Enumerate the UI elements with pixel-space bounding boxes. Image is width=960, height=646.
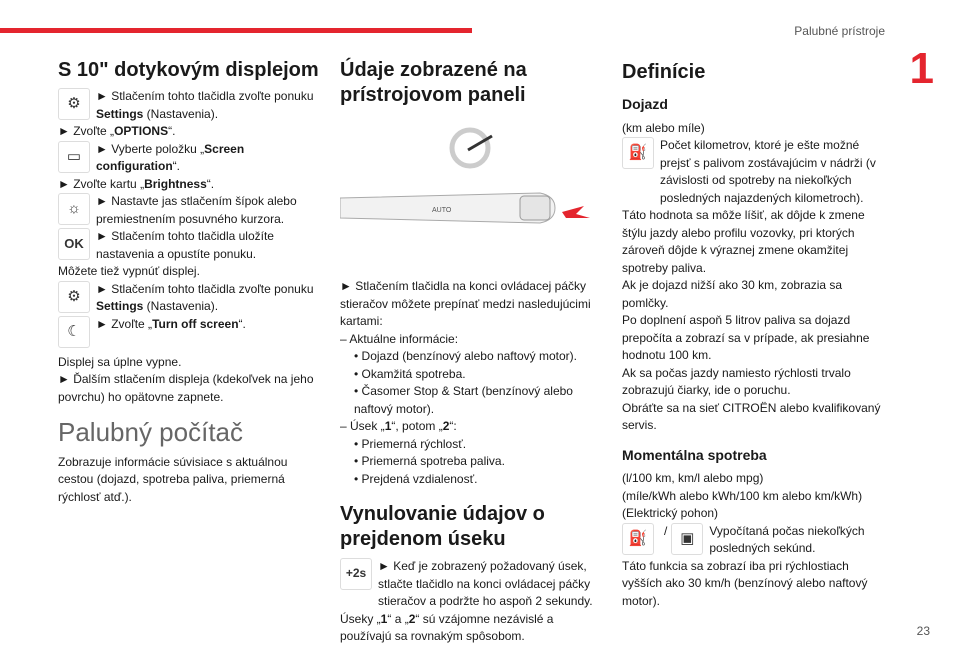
dim-brightness-icon: ☼: [58, 193, 90, 225]
text-cons-unit-2: (míle/kWh alebo kWh/100 km alebo km/kWh): [622, 488, 863, 503]
hold-2s-icon: +2s: [340, 558, 372, 590]
step-screen-config: ▭ ► Vyberte položku „Screen configuration“.: [58, 141, 326, 176]
step-options: ► Zvoľte „OPTIONS“.: [58, 124, 176, 138]
column-3: [622, 58, 890, 610]
text-trip-computer: Zobrazuje informácie súvisiace s aktuálnou cestou (dojazd, spotreba paliva, priemerná rýchlosť atď.).: [58, 454, 288, 504]
text-cons-electric: (Elektrický pohon): [622, 506, 719, 520]
battery-consumption-icon: ▣: [671, 523, 703, 555]
text-current-info: – Aktuálne informácie:: [340, 331, 459, 346]
ok-icon: OK: [58, 228, 90, 260]
wiper-stalk-illustration: [340, 118, 600, 268]
gear-icon: ⚙: [58, 281, 90, 313]
consumption-definition: ⛽ / ▣ Vypočítaná počas niekoľkých posledných sekúnd.: [622, 523, 890, 558]
text-range-fault: Ak sa počas jazdy namiesto rýchlosti trvalo zobrazujú čiarky, ide o poruchu.: [622, 365, 851, 397]
bullet-avg-speed: • Priemerná rýchlosť.: [354, 436, 467, 451]
section-title-trip-computer: Palubný počítač: [58, 417, 244, 447]
fuel-pump-icon: ⛽: [622, 137, 654, 169]
slash-separator: /: [664, 523, 668, 538]
section-title-display: Údaje zobrazené na prístrojovom paneli: [340, 59, 527, 106]
text-range-refuel: Po doplnení aspoň 5 litrov paliva sa dojazd prepočíta a zobrazí sa v prípade, ak presiahne hodnotu 100 km.: [622, 313, 870, 362]
bullet-instant: • Okamžitá spotreba.: [354, 366, 466, 381]
text-range-unit: (km alebo míle): [622, 120, 705, 135]
gear-icon: ⚙: [58, 88, 90, 120]
wiper-stalk-drawing: [340, 118, 600, 268]
text-range-service: Obráťte sa na sieť CITROËN alebo kvalifikovaný servis.: [622, 400, 881, 432]
chapter-number: 1: [909, 44, 934, 93]
top-red-bar: [0, 28, 472, 33]
column-2: [340, 58, 600, 646]
running-header: Palubné prístroje: [794, 24, 885, 38]
step-settings: ⚙ ► Stlačením tohto tlačidla zvoľte ponuku Settings (Nastavenia).: [58, 88, 326, 123]
step-adjust: ☼ ► Nastavte jas stlačením šípok alebo premiestnením posuvného kurzora.: [58, 193, 326, 228]
screen-brightness-icon: ▭: [58, 141, 90, 173]
text-turn-off-intro: Môžete tiež vypnúť displej.: [58, 264, 200, 278]
step-settings-2: ⚙ ► Stlačením tohto tlačidla zvoľte ponuku Settings (Nastavenia).: [58, 281, 326, 316]
text-cons-speed: Táto funkcia sa zobrazí iba pri rýchlostiach vyšších ako 30 km/h (benzínový alebo naftový motor).: [622, 558, 868, 608]
subtitle-range: Dojazd: [622, 96, 668, 112]
bullet-distance: • Prejdená vzdialenosť.: [354, 471, 478, 486]
text-stalk: ► Stlačením tlačidla na konci ovládacej páčky stieračov môžete prepínať medzi nasledujúcimi kartami:: [340, 279, 591, 328]
bullet-avg-consumption: • Priemerná spotreba paliva.: [354, 454, 505, 468]
section-title-reset: Vynulovanie údajov o prejdenom úseku: [340, 503, 545, 550]
red-arrow-icon: [562, 206, 590, 218]
bullet-range: • Dojazd (benzínový alebo naftový motor).: [354, 349, 577, 363]
section-title-definitions: Definície: [622, 61, 706, 83]
range-definition: ⛽ Počet kilometrov, ktoré je ešte možné prejsť s palivom zostávajúcim v nádrži (v závislosti od spotreby na niekoľkých posledných najazdených kilometroch).: [622, 137, 890, 207]
bullet-stopstart: • Časomer Stop & Start (benzínový alebo naftový motor).: [354, 384, 573, 416]
step-turn-off: ☾ ► Zvoľte „Turn off screen“.: [58, 316, 326, 348]
section-title-touchscreen: S 10" dotykovým displejom: [58, 59, 319, 81]
text-cons-unit-1: (l/100 km, km/l alebo mpg): [622, 471, 764, 485]
step-brightness: ► Zvoľte kartu „Brightness“.: [58, 176, 215, 191]
text-screen-off: Displej sa úplne vypne.: [58, 354, 182, 369]
step-reset: +2s ► Keď je zobrazený požadovaný úsek, stlačte tlačidlo na konci ovládacej páčky stieračov a podržte ho aspoň 2 sekundy.: [340, 558, 600, 611]
text-range-dashes: Ak je dojazd nižší ako 30 km, zobrazia sa pomlčky.: [622, 278, 843, 310]
page-number: 23: [916, 624, 930, 638]
text-trip-1-2: – Úsek „1“, potom „2“:: [340, 419, 457, 433]
subtitle-consumption: Momentálna spotreba: [622, 446, 767, 463]
text-range-variation: Táto hodnota sa môže líšiť, ak dôjde k zmene štýlu jazdy alebo profilu vozovky, pri ktorých zároveň dôjde k výraznej zmene okamžitej spotreby paliva.: [622, 208, 865, 275]
fuel-consumption-icon: ⛽: [622, 523, 654, 555]
text-trips-independent: Úseky „1“ a „2“ sú vzájomne nezávislé a používajú sa rovnakým spôsobom.: [340, 611, 554, 643]
text-screen-on: ► Ďalším stlačením displeja (kdekoľvek na jeho povrchu) ho opätovne zapnete.: [58, 372, 314, 404]
stalk-auto-label: AUTO: [432, 207, 452, 214]
column-1: [58, 58, 326, 506]
moon-icon: ☾: [58, 316, 90, 348]
step-save: OK ► Stlačením tohto tlačidla uložíte nastavenia a opustíte ponuku.: [58, 228, 326, 263]
stalk-end-button: [520, 196, 550, 220]
